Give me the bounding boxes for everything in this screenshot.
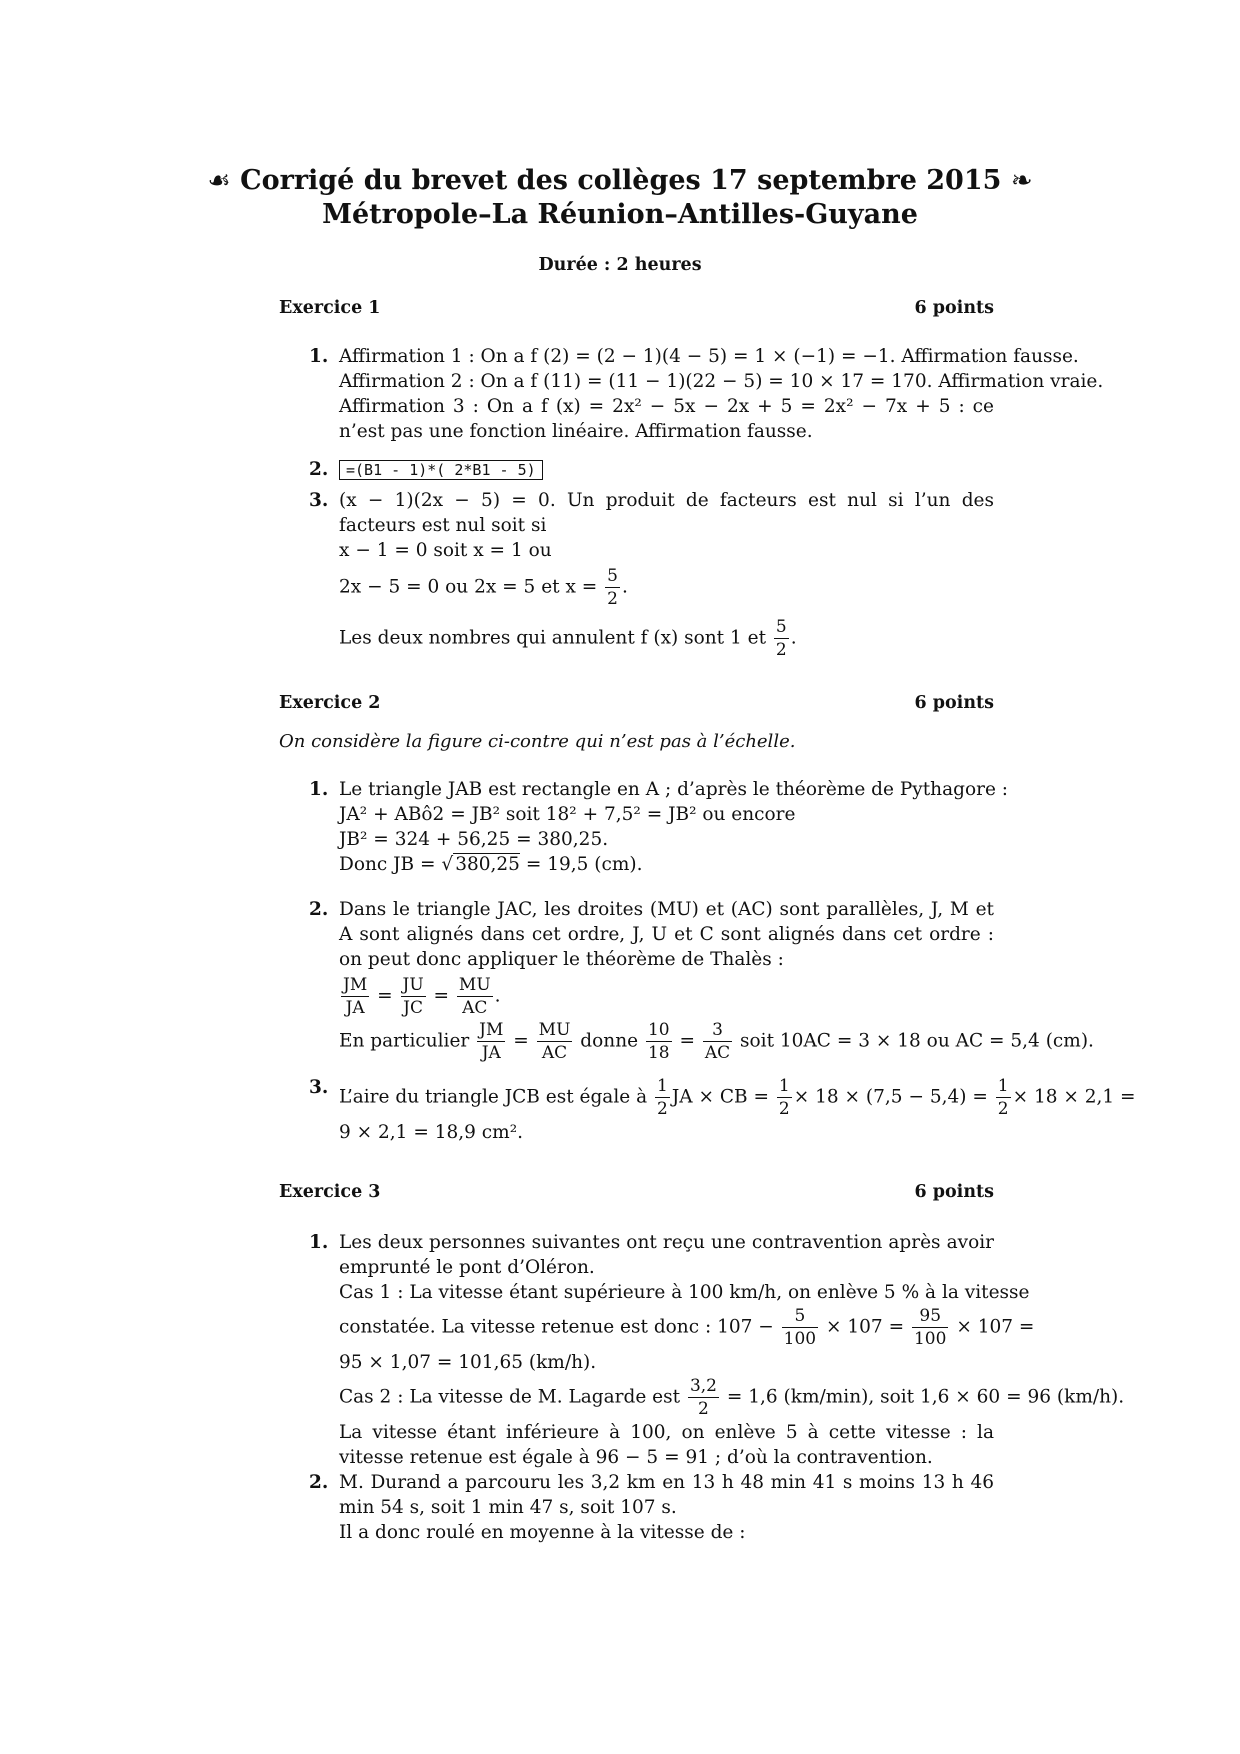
text: donne [580,1030,639,1052]
ex2-q2-line-1: Dans le triangle JAC, les droites (MU) et (AC) sont parallèles, J, M et A sont alignés dans cet ordre, J, U et C sont alignés dans cet ordre : on peut donc appliquer le théorème de Thalès : [339,899,994,970]
exercise-2-intro: On considère la figure ci-contre qui n’est pas à l’échelle. [279,731,796,752]
numerator: 5 [607,566,618,586]
denominator: 100 [913,1329,947,1349]
ex3-q1-line-3 [339,1305,1035,1350]
exercise-1-points: 6 points [914,298,994,318]
ex3-q1-line-2: Cas 1 : La vitesse étant supérieure à 100 km/h, on enlève 5 % à la vitesse [339,1282,1030,1303]
ex3-q2-line-2: Il a donc roulé en moyenne à la vitesse de : [339,1522,746,1543]
text: × 18 × (7,5 − 5,4) = [793,1086,988,1108]
text: constatée. La vitesse retenue est donc : 107 − [339,1316,774,1338]
numerator: JM [343,975,368,995]
exercise-2-title: Exercice 2 [279,693,381,713]
ex1-q1-line-1: Affirmation 1 : On a f (2) = (2 − 1)(4 − 5) = 1 × (−1) = −1. Affirmation fausse. [339,346,1079,367]
ex2-question-2 [309,897,1094,1064]
text: En particulier [339,1030,470,1052]
denominator: JC [403,998,423,1018]
numerator: 1 [778,1076,790,1096]
fraction [912,1305,948,1350]
fraction [537,1019,573,1064]
ex1-question-2 [309,457,994,483]
exercise-3-header [279,1182,994,1202]
denominator: 2 [997,1099,1009,1119]
numerator: JU [402,975,424,995]
ex2-q3-line-1 [339,1075,1136,1120]
ex1-question-3: 3. (x − 1)(2x − 5) = 0. Un produit de facteurs est nul si l’un des facteurs est nul soit si x − 1 = 0 soit x = 1 ou 2x − 5 = 0 ou 2x = 5 et x = $\frac{5}{2}$ . Les deux nombres qui annulent f (x) sont 1 et $\frac{5}{2}$ . [309,490,994,660]
ex1-question-1 [309,344,1104,444]
numerator: MU [538,1020,571,1040]
fraction-half [777,1075,792,1120]
document-subtitle: Métropole–La Réunion–Antilles-Guyane [322,199,918,230]
document-title [200,163,1040,199]
thales-ratios: $\frac{JM}{JA}$ = $\frac{JU}{JC}$ = $\frac{MU}{AC}$ . [343,975,501,1018]
numerator: 5 [775,617,787,637]
spreadsheet-formula: =(B1 - 1)*( 2*B1 - 5) [339,460,543,480]
text: × 107 = [956,1316,1035,1338]
text: Cas 2 : La vitesse de M. Lagarde est [339,1386,681,1408]
ex2-q2-particular: En particulier $\frac{JM}{JA}$ = $\frac{MU}{AC}$ donne $\frac{10}{18}$ = $\frac{3}{AC}$ soit 10AC = 3 × 18 ou AC = 5,4 (cm). [339,1020,1094,1063]
fraction [401,974,426,1019]
denominator: 18 [647,1043,670,1063]
fraction [688,1375,719,1420]
numerator: 5 [782,1305,818,1328]
question-number: 1. [309,346,329,367]
text: Donc JB = √ [339,854,454,875]
duration: Durée : 2 heures [538,255,702,275]
ex1-q3-line-4: Les deux nombres qui annulent f (x) sont 1 et [339,627,767,649]
fraction-half [655,1075,670,1120]
exercise-2-points: 6 points [914,693,994,713]
ex1-q3-line-3: 2x − 5 = 0 ou 2x = 5 et x = [339,576,598,598]
text: JA × CB = [671,1086,770,1108]
exercise-3-title: Exercice 3 [279,1182,381,1202]
denominator: 2 [775,640,787,660]
fraction [477,1019,505,1064]
fraction-five-halves [774,616,789,661]
denominator: 100 [783,1329,817,1349]
denominator: AC [462,998,488,1018]
question-number: 2. [309,1472,329,1493]
numerator: JM [479,1020,504,1040]
denominator: AC [704,1043,731,1063]
question-number: 3. [309,1077,329,1098]
text: soit 10AC = 3 × 18 ou AC = 5,4 (cm). [740,1030,1094,1052]
numerator: 95 [912,1305,948,1328]
ex1-q3-line-2: x − 1 = 0 soit x = 1 ou [339,540,552,561]
fraction [457,974,493,1019]
exercise-3-points: 6 points [914,1182,994,1202]
denominator: 2 [698,1399,709,1419]
question-number: 1. [309,779,329,800]
ex3-q1-line-1: Les deux personnes suivantes ont reçu une contravention après avoir emprunté le pont d’Oléron. [339,1232,994,1278]
fraction [341,974,369,1019]
fraction [782,1305,818,1350]
fraction-half [996,1075,1011,1120]
numerator: 1 [657,1076,668,1096]
title-line-1: Corrigé du brevet des collèges 17 septembre 2015 [240,165,1002,196]
exercise-2-header [279,693,994,713]
question-number: 3. [309,490,329,511]
text: × 107 = [826,1316,905,1338]
denominator: JA [481,1043,501,1063]
radicand: 380,25 [455,854,520,875]
question-number: 2. [309,459,329,480]
ornament-right-icon: ❧ [1010,166,1033,196]
denominator: JA [345,998,365,1018]
ex2-q1-line-4 [339,852,994,877]
fraction-five-halves [605,565,620,610]
question-number: 2. [309,899,329,920]
exercise-1-title: Exercice 1 [279,298,381,318]
fraction [703,1019,732,1064]
fraction [646,1019,672,1064]
ex1-q1-line-3: Affirmation 3 : On a f (x) = 2x² − 5x − 2x + 5 = 2x² − 7x + 5 : ce n’est pas une fonction linéaire. Affirmation fausse. [339,396,994,442]
numerator: 3,2 [689,1376,717,1396]
exercise-1-header [279,298,994,318]
text: = 19,5 (cm). [519,854,643,875]
ex3-q1-line-4: 95 × 1,07 = 101,65 (km/h). [339,1352,597,1373]
ex3-question-1 [309,1230,1125,1470]
ex2-q1-line-2: JA² + ABô2 = JB² soit 18² + 7,5² = JB² ou encore [339,804,796,825]
text: L’aire du triangle JCB est égale à [339,1086,648,1108]
question-number: 1. [309,1232,329,1253]
numerator: 10 [647,1020,670,1040]
denominator: 2 [607,589,618,609]
ex2-q1-line-1: Le triangle JAB est rectangle en A ; d’après le théorème de Pythagore : [339,779,1009,800]
ex2-question-3 [309,1075,1136,1145]
denominator: 2 [657,1099,668,1119]
numerator: 1 [997,1076,1009,1096]
ex3-q1-line-6: La vitesse étant inférieure à 100, on enlève 5 à cette vitesse : la vitesse retenue est égale à 96 − 5 = 91 ; d’où la contravention. [339,1422,994,1468]
numerator: MU [458,975,491,995]
text: × 18 × 2,1 = [1012,1086,1136,1108]
numerator: 3 [703,1019,732,1042]
text: = 1,6 (km/min), soit 1,6 × 60 = 96 (km/h). [726,1386,1125,1408]
ex3-question-2 [309,1470,994,1545]
ex2-q3-line-2: 9 × 2,1 = 18,9 cm². [339,1122,523,1143]
ex2-q1-line-3: JB² = 324 + 56,25 = 380,25. [339,829,609,850]
ex1-q1-line-2: Affirmation 2 : On a f (11) = (11 − 1)(22 − 5) = 10 × 17 = 170. Affirmation vraie. [339,371,1104,392]
denominator: AC [541,1043,568,1063]
ex2-question-1 [309,777,1009,877]
ornament-left-icon: ☙ [207,166,231,196]
ex1-q3-line-1: (x − 1)(2x − 5) = 0. Un produit de facteurs est nul si l’un des facteurs est nul soit si [339,490,994,536]
ex3-q1-line-5 [339,1375,1125,1420]
denominator: 2 [778,1099,790,1119]
ex3-q2-line-1: M. Durand a parcouru les 3,2 km en 13 h 48 min 41 s moins 13 h 46 min 54 s, soit 1 min 47 s, soit 107 s. [339,1472,994,1518]
